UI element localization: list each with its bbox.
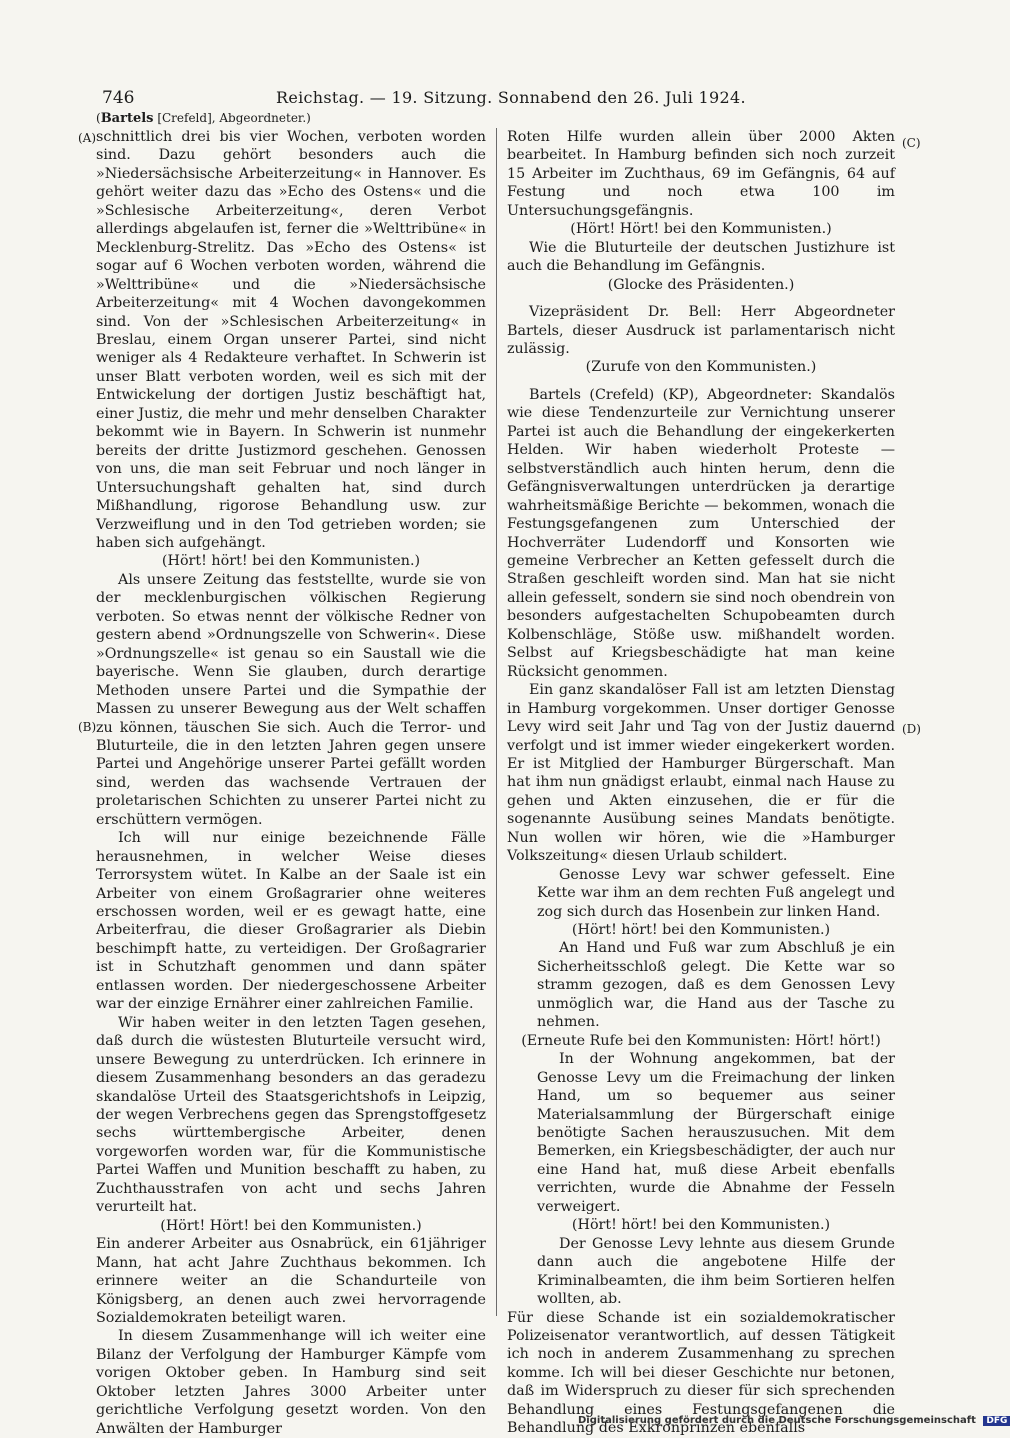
quotation: Der Genosse Levy lehnte aus diesem Grunde dann auch die angebotene Hilfe der Kriminalbeamten, die ihm beim Sortieren helfen wollten, ab. [537, 1235, 895, 1308]
paragraph: schnittlich drei bis vier Wochen, verboten worden sind. Dazu gehört besonders auch die »Niedersächsische Arbeiterzeitung« in Hannover. Es gehört weiter dazu das »Echo des Ostens« und die »Schlesische Arbeiterzeitung«, deren Verbot allerdings abgelaufen ist, ferner die »Welttribüne« in Mecklenburg-Strelitz. Das »Echo des Ostens« ist sogar auf 6 Wochen verboten worden, während die »Welttribüne« und die »Niedersächsische Arbeiterzeitung« mit 4 Wochen davongekommen sind. Von der »Schlesischen Arbeiterzeitung« in Breslau, einem Organ unserer Partei, sind nicht weniger als 4 Redakteure verhaftet. In Schwerin ist unser Blatt verboten worden, weil es sich mit der Entwickelung der dortigen Justiz beschäftigt hat, einer Justiz, die mehr und mehr denselben Charakter bekommt wie in Bayern. In Schwerin ist nunmehr bereits der dritte Justizmord geschehen. Genossen von uns, die man seit Februar und noch länger in Untersuchungshaft gehalten hat, sind durch Mißhandlung, rigorose Behandlung usw. zur Verzweiflung und in den Tod getrieben worden; sie haben sich aufgehängt. [96, 129, 486, 551]
margin-marker-c: (C) [902, 136, 921, 150]
margin-marker-b: (B) [78, 720, 97, 734]
interjection: (Glocke des Präsidenten.) [607, 276, 795, 293]
interjection: (Zurufe von den Kommunisten.) [585, 359, 817, 376]
speaker-detail: [Crefeld], Abgeordneter.) [157, 111, 311, 125]
speaker-continuation: (Bartels [Crefeld], Abgeordneter.) [96, 111, 311, 126]
interjection: (Erneute Rufe bei den Kommunisten: Hört! hört!) [521, 1032, 881, 1049]
margin-marker-d: (D) [902, 722, 921, 736]
speaker-name: Bartels [100, 111, 154, 126]
page-number: 746 [102, 88, 135, 108]
digitization-footer [578, 1415, 1010, 1426]
vice-president-remark: Vizepräsident Dr. Bell: Herr Abgeordneter Bartels, dieser Ausdruck ist parlamentarisch nicht zulässig. [507, 304, 895, 357]
paragraph: Roten Hilfe wurden allein über 2000 Akten bearbeitet. In Hamburg befinden sich noch zurzeit 15 Arbeiter im Zuchthaus, 69 im Gefängnis, 64 auf Festung und noch etwa 100 im Untersuchungsgefängnis. [507, 129, 895, 219]
paragraph: Wie die Bluturteile der deutschen Justizhure ist auch die Behandlung im Gefängnis. [507, 239, 895, 275]
margin-marker-a: (A) [78, 131, 97, 145]
interjection: (Hört! Hört! bei den Kommunisten.) [570, 221, 832, 238]
paragraph: In diesem Zusammenhange will ich weiter eine Bilanz der Verfolgung der Hamburger Kämpfe vom vorigen Oktober geben. In Hamburg sind seit Oktober letzten Jahres 3000 Arbeiter unter gerichtliche Verfolgung gesetzt worden. Von den Anwälten der Hamburger [96, 1328, 486, 1437]
interjection: (Hört! hört! bei den Kommunisten.) [161, 553, 421, 570]
paragraph: Als unsere Zeitung das feststellte, wurde sie von der mecklenburgischen völkischen Regierung verboten. So etwas nennt der völkische Redner von gestern abend »Ordnungszelle von Schwerin«. Diese »Ordnungszelle« ist genau so ein Saustall wie die bayerische. Wenn Sie glauben, durch derartige Methoden unsere Partei und die Sympathie der Massen zu unserer Bewegung aus der Welt schaffen zu können, täuschen Sie sich. Auch die Terror- und Bluturteile, die in den letzten Jahren gegen unsere Partei und Angehörige unserer Partei gefällt worden sind, werden das wachsende Vertrauen der proletarischen Schichten zu unserer Partei nicht zu erschüttern vermögen. [96, 571, 486, 828]
interjection: (Hört! Hört! bei den Kommunisten.) [160, 1217, 422, 1234]
paragraph: Ein ganz skandalöser Fall ist am letzten Dienstag in Hamburg vorgekommen. Unser dortiger Genosse Levy wird seit Jahr und Tag von der Justiz dauernd verfolgt und ist immer wieder eingekerkert worden. Er ist Mitglied der Hamburger Bürgerschaft. Man hat ihm nun gnädigst erlaubt, einmal nach Hause zu gehen und Akten einzusehen, die er für die sogenannte Ausübung seines Mandats benötigte. Nun wollen wir hören, wie die »Hamburger Volkszeitung« diesen Urlaub schildert. [507, 682, 895, 865]
footer-text: Digitalisierung gefördert durch die Deutsche Forschungsgemeinschaft [578, 1415, 976, 1426]
left-column [96, 128, 486, 1438]
column-rule [496, 128, 497, 1316]
paragraph: Ich will nur einige bezeichnende Fälle herausnehmen, in welcher Weise dieses Terrorsystem wütet. In Kalbe an der Saale ist ein Arbeiter von einem Großagrarier ohne weiteres erschossen worden, weil er es gewagt hatte, eine Arbeiterfrau, die dieser Großagrarier als Diebin beschimpft hatte, zu verteidigen. Der Großagrarier ist in Schutzhaft genommen und dann später entlassen worden. Der niedergeschossene Arbeiter war der einzige Ernährer einer zahlreichen Familie. [96, 830, 486, 1013]
paragraph: Ein anderer Arbeiter aus Osnabrück, ein 61jähriger Mann, hat acht Jahre Zuchthaus bekommen. Ich erinnere weiter an die Schandurteile von Königsberg, an denen auch zwei hervorragende Sozialdemokraten beteiligt waren. [96, 1236, 486, 1326]
interjection: (Hört! hört! bei den Kommunisten.) [571, 922, 831, 939]
quotation: An Hand und Fuß war zum Abschluß je ein Sicherheitsschloß gelegt. Die Kette war so stramm gezogen, daß es dem Genossen Levy unmöglich war, die Hand aus der Tasche zu nehmen. [537, 940, 895, 1031]
running-title: Reichstag. — 19. Sitzung. Sonnabend den 26. Juli 1924. [276, 88, 746, 107]
quotation: Genosse Levy war schwer gefesselt. Eine Kette war ihm an dem rechten Fuß angelegt und zog sich durch das Hosenbein zur linken Hand. [537, 866, 895, 920]
interjection: (Hört! hört! bei den Kommunisten.) [571, 1217, 831, 1234]
quotation: In der Wohnung angekommen, bat der Genosse Levy um die Freimachung der linken Hand, um so bequemer aus seiner Materialsammlung der Bürgerschaft einige benötigte Sachen herauszusuchen. Mit dem Bemerken, ein Kriegsbeschädigter, der auch nur eine Hand hat, muß diese Arbeit ebenfalls verrichten, wurde die Abnahme der Fesseln verweigert. [537, 1051, 895, 1215]
right-column [507, 128, 895, 1438]
paragraph: Für diese Schande ist ein sozialdemokratischer Polizeisenator verantwortlich, auf dessen Tätigkeit ich noch in anderem Zusammenhang zu sprechen komme. Ich will bei dieser Geschichte nur betonen, daß im Widerspruch zu dieser für sich sprechenden Behandlung eines Festungsgefangenen die Behandlung des Exkronprinzen ebenfalls [507, 1309, 895, 1437]
paragraph: Wir haben weiter in den letzten Tagen gesehen, daß durch die wüstesten Bluturteile versucht wird, unsere Bewegung zu unterdrücken. Ich erinnere in diesem Zusammenhang besonders an das geradezu skandalöse Urteil des Staatsgerichtshofs in Leipzig, der wegen Verbrechens gegen das Sprengstoffgesetz sechs württembergische Arbeiter, denen vorgeworfen worden war, für die Kommunistische Partei Waffen und Munition beschafft zu haben, zu Zuchthausstrafen von acht und sechs Jahren verurteilt hat. [96, 1014, 486, 1216]
speaker-paragraph: Bartels (Crefeld) (KP), Abgeordneter: Skandalös wie diese Tendenzurteile zur Vernichtung unserer Partei ist auch die Behandlung der eingekerkerten Helden. Wir haben wiederholt Proteste — selbstverständlich auch hinten herum, denn die Gefängnisverwaltungen unterdrücken ja derartige wahrheitsmäßige Berichte — bekommen, wonach die Festungsgefangenen zum Unterschied der Hochverräter Ludendorff und Konsorten wie gemeine Verbrecher an Ketten gefesselt durch die Straßen geschleift worden sind. Man hat sie nicht allein gefesselt, sondern sie sind noch obendrein von besonders aufgestachelten Schupobeamten durch Kolbenschläge, Stöße usw. mißhandelt worden. Selbst auf Kriegsbeschädigte hat man keine Rücksicht genommen. [507, 386, 895, 680]
dfg-logo: DFG [983, 1416, 1010, 1426]
page-header [98, 88, 898, 110]
